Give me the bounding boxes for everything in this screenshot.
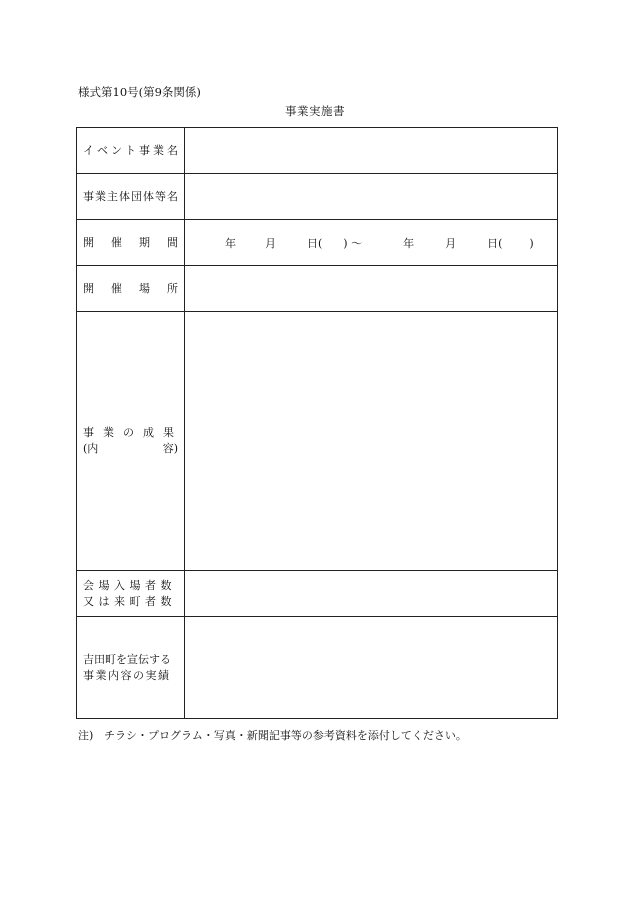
period-year-2: 年	[403, 236, 415, 250]
label-venue-char-2: 催	[111, 281, 122, 295]
label-results-line2-close: 容)	[162, 442, 178, 455]
label-period	[77, 220, 185, 266]
label-results	[77, 312, 185, 571]
document-title: 事業実施書	[285, 104, 345, 118]
period-day-1: 日(	[307, 236, 323, 250]
note-text: チラシ・プログラム・写真・新聞記事等の参考資料を添付してください。	[104, 729, 467, 742]
row-venue	[77, 266, 558, 312]
label-period-char-4: 間	[167, 235, 178, 249]
label-attendance-line2: 又は来町者数	[83, 594, 176, 608]
form-number: 様式第10号(第9条関係)	[78, 85, 201, 99]
period-close-2: )	[529, 236, 534, 250]
period-month-2: 月	[445, 236, 457, 250]
period-year-1: 年	[225, 236, 236, 250]
footer-note	[78, 727, 467, 743]
field-event-name[interactable]	[185, 128, 558, 174]
label-results-line2-open: (内	[83, 442, 99, 455]
label-results-line2	[83, 441, 184, 457]
label-period-char-1: 開	[83, 235, 94, 249]
period-close-1: )	[343, 236, 348, 250]
note-mark: 注)	[78, 729, 94, 742]
period-line	[185, 235, 557, 251]
row-organizer	[77, 174, 558, 220]
label-venue-char-4: 所	[167, 281, 178, 295]
field-venue[interactable]	[185, 266, 558, 312]
label-organizer	[77, 174, 185, 220]
label-results-line1: 事業の成果	[83, 426, 183, 439]
field-results[interactable]	[185, 312, 558, 571]
period-day-2: 日(	[487, 236, 503, 250]
report-table	[76, 127, 558, 719]
label-attendance-line1: 会場入場者数	[83, 578, 176, 592]
label-event-name	[77, 128, 185, 174]
label-venue-char-3: 場	[139, 281, 150, 295]
field-promotion[interactable]	[185, 617, 558, 719]
row-attendance	[77, 571, 558, 617]
label-venue-char-1: 開	[83, 281, 94, 295]
label-event-name-text: イベント事業名	[83, 143, 181, 157]
label-attendance	[77, 571, 185, 617]
label-promotion	[77, 617, 185, 719]
label-promotion-line2: 事業内容の実績	[83, 668, 171, 682]
field-organizer[interactable]	[185, 174, 558, 220]
row-event-name	[77, 128, 558, 174]
label-organizer-text: 事業主体団体等名	[83, 189, 179, 203]
period-tilde: 〜	[351, 236, 363, 250]
period-month-1: 月	[265, 236, 276, 250]
label-venue-text	[83, 281, 184, 297]
label-venue	[77, 266, 185, 312]
row-results	[77, 312, 558, 571]
field-attendance[interactable]	[185, 571, 558, 617]
row-promotion	[77, 617, 558, 719]
field-period[interactable]	[185, 220, 558, 266]
row-period	[77, 220, 558, 266]
label-promotion-line1: 吉田町を宣伝する	[83, 652, 171, 666]
label-period-char-3: 期	[139, 235, 150, 249]
label-period-text	[83, 235, 184, 251]
label-period-char-2: 催	[111, 235, 122, 249]
